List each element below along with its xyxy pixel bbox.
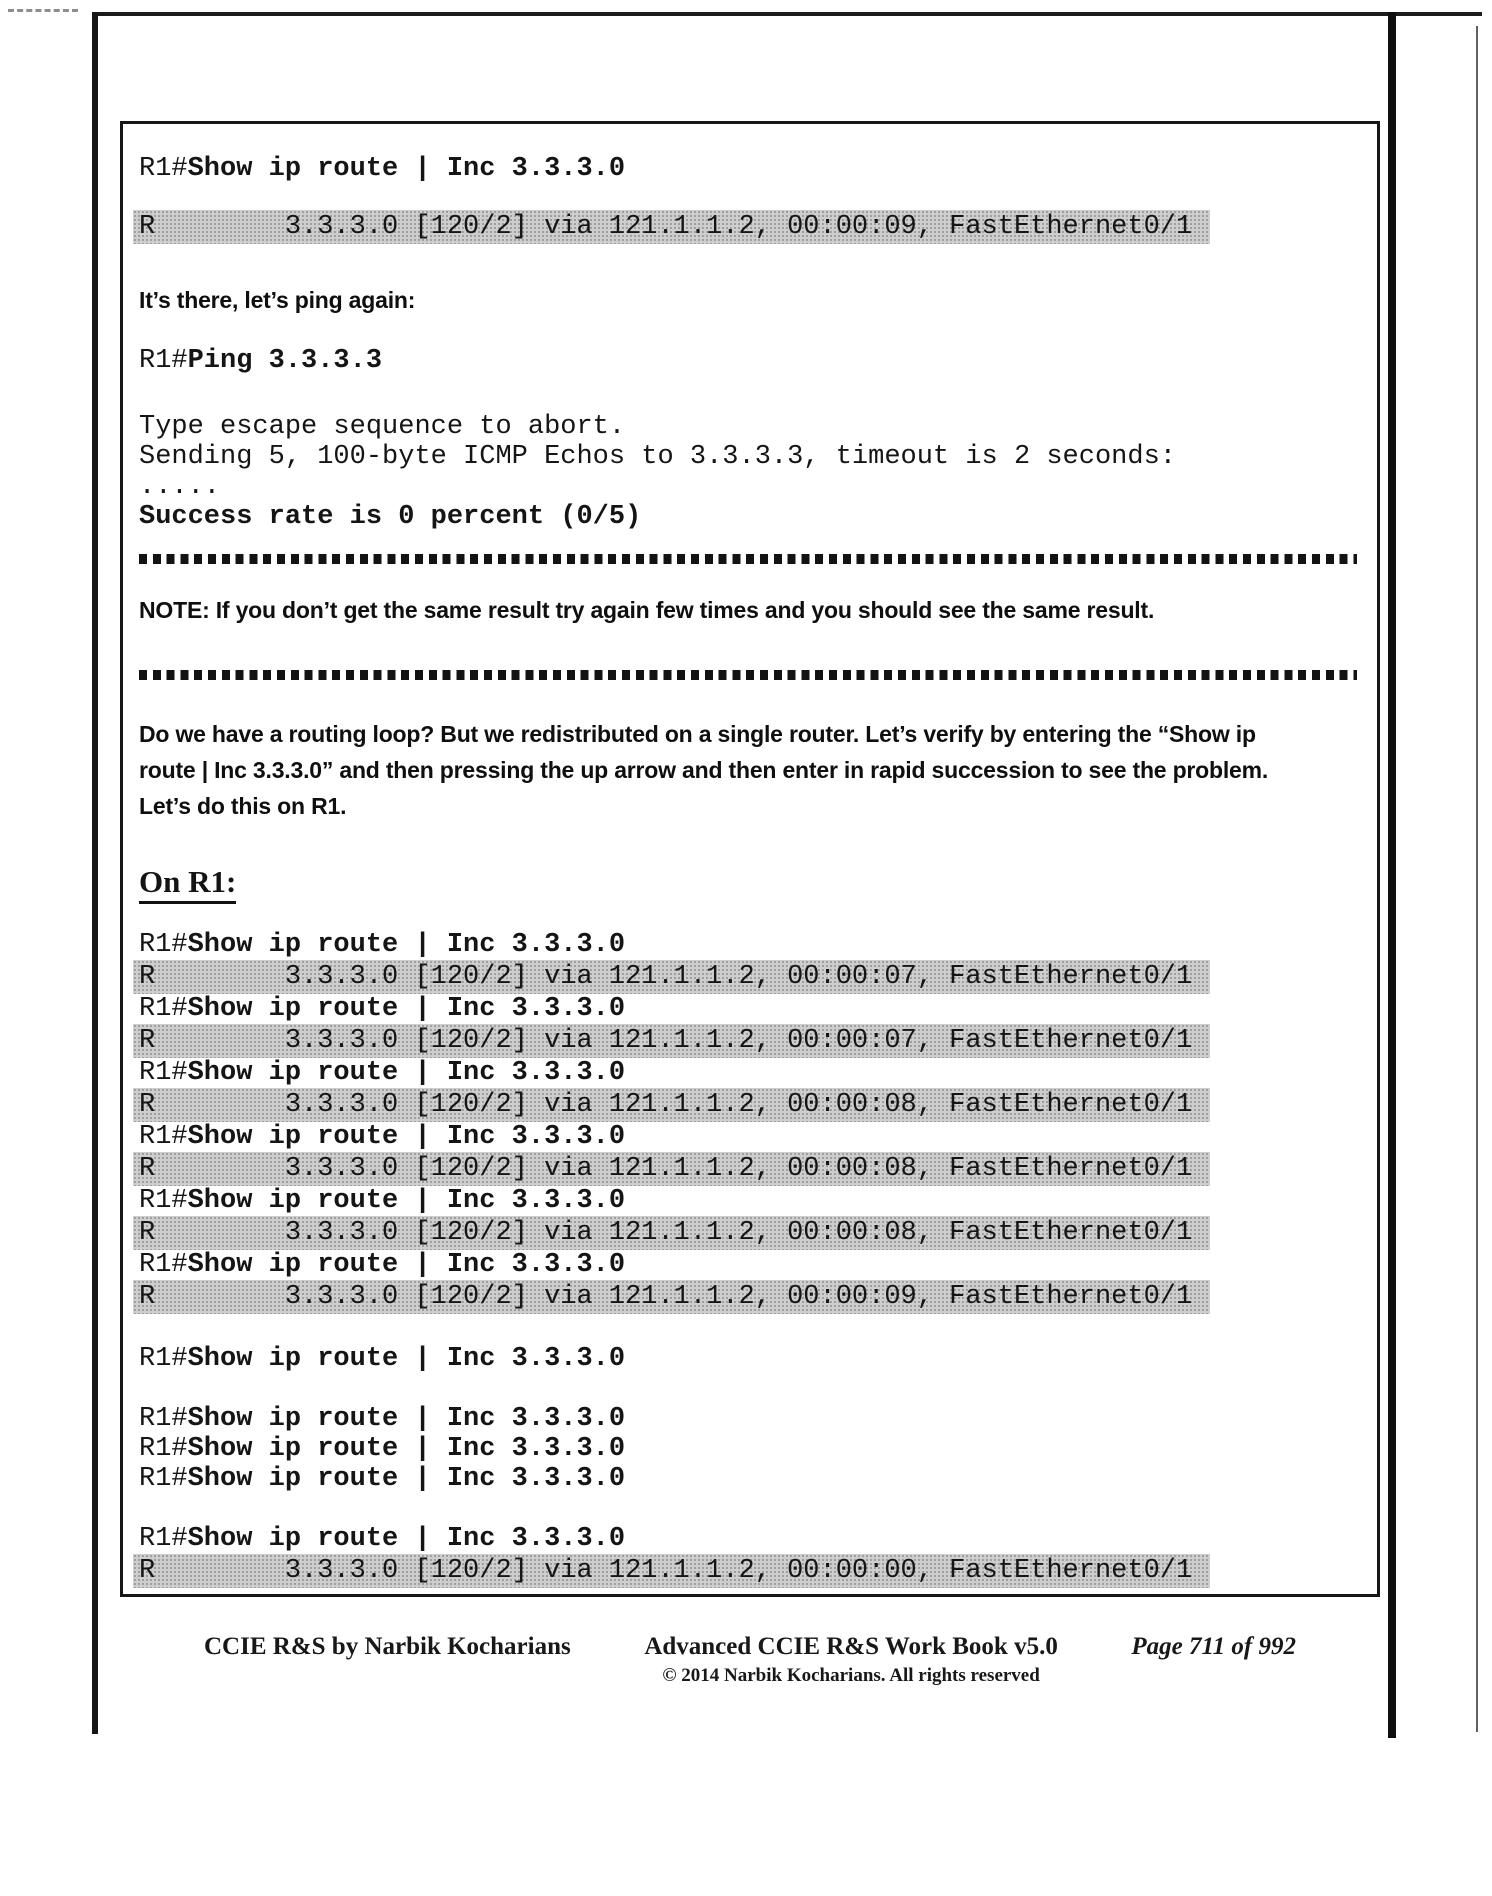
route-output-line xyxy=(139,1024,1357,1058)
command-prompt: R1# xyxy=(139,346,188,376)
dotted-separator xyxy=(139,554,1357,564)
route-output-line xyxy=(139,1216,1357,1250)
console-output-box xyxy=(120,121,1380,1597)
footer-book-title: Advanced CCIE R&S Work Book v5.0 xyxy=(644,1633,1058,1660)
vertical-gap xyxy=(139,902,1357,930)
section-heading xyxy=(139,864,1357,902)
command-text: Show ip route | Inc 3.3.3.0 xyxy=(187,1186,626,1216)
highlighted-route-text: R 3.3.3.0 [120/2] via 121.1.1.2, 00:00:08, FastEthernet0/1 xyxy=(133,1088,1210,1122)
console-command-line xyxy=(139,1434,1357,1464)
command-prompt: R1# xyxy=(139,1250,188,1280)
command-text: Show ip route | Inc 3.3.3.0 xyxy=(187,930,626,960)
route-output-line xyxy=(139,960,1357,994)
vertical-gap xyxy=(139,376,1357,412)
command-prompt: R1# xyxy=(139,994,188,1024)
footer-page-number: Page 711 of 992 xyxy=(1131,1633,1296,1660)
console-command-line xyxy=(139,1464,1357,1494)
route-output-line xyxy=(139,1554,1357,1588)
vertical-gap xyxy=(139,532,1357,554)
console-text-line: ..... xyxy=(139,472,221,502)
vertical-gap xyxy=(139,184,1357,210)
highlighted-route-text: R 3.3.3.0 [120/2] via 121.1.1.2, 00:00:08, FastEthernet0/1 xyxy=(133,1216,1210,1250)
highlighted-route-text: R 3.3.3.0 [120/2] via 121.1.1.2, 00:00:07, FastEthernet0/1 xyxy=(133,960,1210,994)
dotted-separator xyxy=(139,670,1357,680)
section-heading-text: On R1: xyxy=(139,864,236,904)
command-text: Show ip route | Inc 3.3.3.0 xyxy=(187,1058,626,1088)
console-text-line: Type escape sequence to abort. xyxy=(139,412,626,442)
footer-author: CCIE R&S by Narbik Kocharians xyxy=(204,1633,571,1660)
console-text-line-bold: Success rate is 0 percent (0/5) xyxy=(139,502,642,532)
page-border-top xyxy=(92,12,1482,16)
highlighted-route-text: R 3.3.3.0 [120/2] via 121.1.1.2, 00:00:09, FastEthernet0/1 xyxy=(133,210,1210,244)
highlighted-route-text: R 3.3.3.0 [120/2] via 121.1.1.2, 00:00:09, FastEthernet0/1 xyxy=(133,1280,1210,1314)
vertical-gap xyxy=(139,1494,1357,1524)
page-border-right xyxy=(1476,26,1478,1732)
vertical-gap xyxy=(139,1374,1357,1404)
console-command-line xyxy=(139,1122,1357,1152)
console-command-line xyxy=(139,154,1357,184)
command-prompt: R1# xyxy=(139,1464,188,1494)
console-command-line xyxy=(139,1058,1357,1088)
console-command-line xyxy=(139,1186,1357,1216)
console-command-line xyxy=(139,346,1357,376)
footer-copyright: © 2014 Narbik Kocharians. All rights reserved xyxy=(662,1665,1040,1686)
route-output-line xyxy=(139,1088,1357,1122)
console-command-line xyxy=(139,1524,1357,1554)
command-text: Ping 3.3.3.3 xyxy=(187,346,383,376)
command-prompt: R1# xyxy=(139,1344,188,1374)
command-prompt: R1# xyxy=(139,1058,188,1088)
paragraph-line: route | Inc 3.3.3.0” and then pressing the up arrow and then enter in rapid succession to see the problem. xyxy=(139,757,1269,783)
command-prompt: R1# xyxy=(139,1186,188,1216)
vertical-gap xyxy=(139,316,1357,346)
command-text: Show ip route | Inc 3.3.3.0 xyxy=(187,154,626,184)
command-text: Show ip route | Inc 3.3.3.0 xyxy=(187,994,626,1024)
page-border-left xyxy=(92,12,98,1734)
paragraph-line: Do we have a routing loop? But we redistributed on a single router. Let’s verify by entering the “Show ip xyxy=(139,721,1256,747)
command-prompt: R1# xyxy=(139,1434,188,1464)
scan-top-dash-artifact xyxy=(8,9,78,12)
console-command-line xyxy=(139,1250,1357,1280)
paragraph-line: Let’s do this on R1. xyxy=(139,793,347,819)
command-text: Show ip route | Inc 3.3.3.0 xyxy=(187,1404,626,1434)
vertical-gap xyxy=(139,1314,1357,1344)
page-footer xyxy=(120,1632,1380,1688)
console-text-line: Sending 5, 100-byte ICMP Echos to 3.3.3.3, timeout is 2 seconds: xyxy=(139,442,1176,472)
command-text: Show ip route | Inc 3.3.3.0 xyxy=(187,1122,626,1152)
highlighted-route-text: R 3.3.3.0 [120/2] via 121.1.1.2, 00:00:08, FastEthernet0/1 xyxy=(133,1152,1210,1186)
vertical-gap xyxy=(139,244,1357,284)
command-prompt: R1# xyxy=(139,930,188,960)
command-prompt: R1# xyxy=(139,1524,188,1554)
route-output-line xyxy=(139,1280,1357,1314)
vertical-gap xyxy=(139,626,1357,670)
route-output-line xyxy=(139,1152,1357,1186)
vertical-gap xyxy=(139,824,1357,864)
command-text: Show ip route | Inc 3.3.3.0 xyxy=(187,1250,626,1280)
footer-book-block xyxy=(644,1632,1058,1688)
command-prompt: R1# xyxy=(139,1122,188,1152)
highlighted-route-text: R 3.3.3.0 [120/2] via 121.1.1.2, 00:00:07, FastEthernet0/1 xyxy=(133,1024,1210,1058)
vertical-gap xyxy=(139,680,1357,716)
highlighted-route-text: R 3.3.3.0 [120/2] via 121.1.1.2, 00:00:00, FastEthernet0/1 xyxy=(133,1554,1210,1588)
console-command-line xyxy=(139,1404,1357,1434)
prose-line: It’s there, let’s ping again: xyxy=(139,287,416,313)
vertical-gap xyxy=(139,564,1357,594)
command-prompt: R1# xyxy=(139,154,188,184)
command-prompt: R1# xyxy=(139,1404,188,1434)
command-text: Show ip route | Inc 3.3.3.0 xyxy=(187,1434,626,1464)
scan-binding-bar xyxy=(1388,12,1396,1738)
console-command-line xyxy=(139,994,1357,1024)
paragraph xyxy=(139,716,1357,824)
console-content xyxy=(139,154,1357,1588)
command-text: Show ip route | Inc 3.3.3.0 xyxy=(187,1464,626,1494)
command-text: Show ip route | Inc 3.3.3.0 xyxy=(187,1344,626,1374)
route-output-line xyxy=(139,210,1357,244)
command-text: Show ip route | Inc 3.3.3.0 xyxy=(187,1524,626,1554)
console-command-line xyxy=(139,930,1357,960)
console-command-line xyxy=(139,1344,1357,1374)
note-line: NOTE: If you don’t get the same result try again few times and you should see the same result. xyxy=(139,597,1155,623)
